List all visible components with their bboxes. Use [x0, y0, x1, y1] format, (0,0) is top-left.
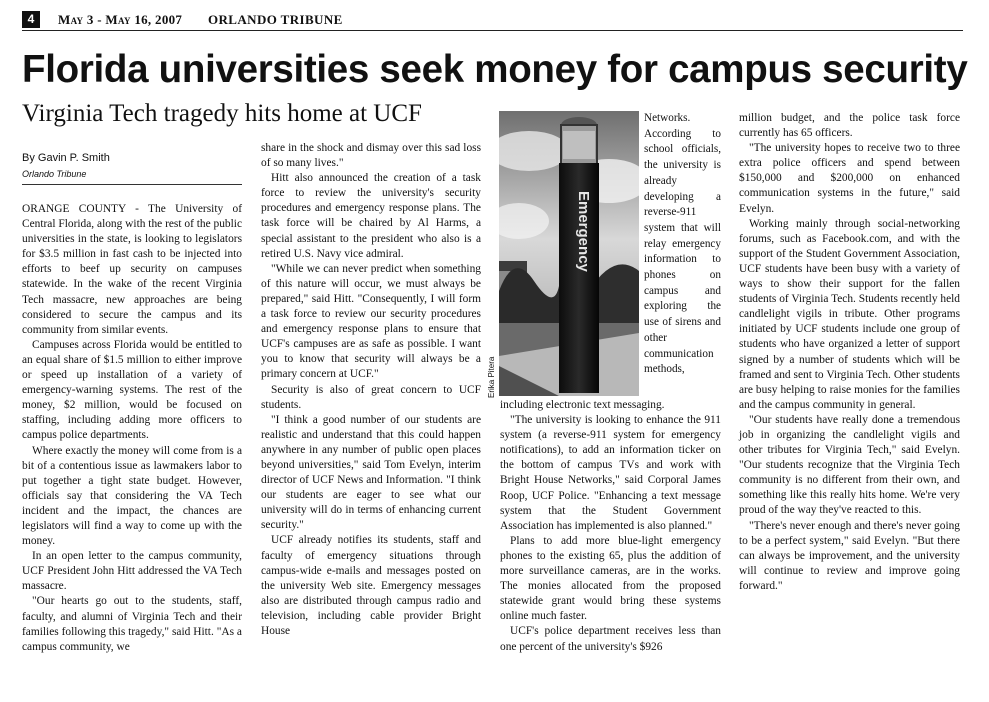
paper-name: ORLANDO TRIBUNE [208, 12, 343, 27]
paragraph: "I think a good number of our students are realistic and understand that this could happen anywhere in any number of public open places beyond universities," said Tom Evelyn, interim director of UCF News and Information. "I think our students are eager to see what our university will do in terms of enhancing current security." [261, 413, 481, 532]
article-column-3 [500, 398, 721, 655]
byline-divider [22, 184, 242, 185]
article-column-2 [261, 141, 481, 639]
byline-outlet: Orlando Tribune [22, 169, 87, 179]
page-number: 4 [22, 11, 40, 28]
paragraph: Campuses across Florida would be entitled to an equal share of $1.5 million to either improve or speed up installation of a variety of emergency-warning systems. The rest of the money, $2 million, would be focused on staffing, including adding more officers to campus police departments. [22, 338, 242, 442]
photo-graphic [499, 111, 639, 396]
paragraph: Where exactly the money will come from is a bit of a contentious issue as lawmakers labor to put together a tight state budget. However, officials say that considering the VA Tech incident and the impact, the chances are legislators will find a way to come up with the money. [22, 444, 242, 548]
paragraph: Security is also of great concern to UCF students. [261, 383, 481, 411]
paragraph: UCF's police department receives less than one percent of the university's $926 [500, 625, 721, 653]
paragraph: Networks. According to school officials, the university is already developing a reverse-911 system that will relay emergency information to phones on campus and exploring the use of sirens and other communication methods, [644, 112, 721, 376]
emergency-label: Emergency [575, 191, 592, 272]
headline: Florida universities seek money for campus security [22, 48, 968, 91]
emergency-phone-photo [499, 111, 639, 396]
paragraph: "Our hearts go out to the students, staff, faculty, and alumni of Virginia Tech and their families following this tragedy," said Hitt. "As a campus community, we [22, 595, 242, 653]
paragraph: share in the shock and dismay over this sad loss of so many lives." [261, 142, 481, 170]
paragraph: "Our students have really done a tremendous job in organizing the candlelight vigils and other tributes for Virginia Tech," said Evelyn. "Our students recognize that the Virginia Tech community is no different from their own, and something like this really hits home. We're very proud of the way they've reacted to this. [739, 413, 960, 517]
byline: By Gavin P. Smith [22, 152, 110, 164]
paragraph: UCF already notifies its students, staff and faculty of emergency situations through campus-wide e-mails and messages posted on the university Web site. Emergency messages also are distributed through campus radio and television, including cable provider Bright House [261, 534, 481, 637]
article-column-1 [22, 202, 242, 655]
paragraph: Working mainly through social-networking forums, such as Facebook.com, and with the support of the Student Government Association, UCF students have been busy with a variety of ways to show their support for the fallen students of Virginia Tech. Students recently held candlelight vigils in tribute. Other programs initiated by UCF students include one group of students who have organized a letter of support signed by a number of students which will be framed and sent to Virginia Tech. Other students are busy helping to raise monies for the families and the campus community in general. [739, 217, 960, 411]
paragraph: Hitt also announced the creation of a task force to review the university's security procedures and emergency response plans. The task force will be chaired by Al Harms, a special assistant to the president who also is a retired U.S. Navy vice admiral. [261, 172, 481, 260]
paragraph: "There's never enough and there's never going to be a perfect system," said Evelyn. "But there can always be improvement, and the university will continue to review and improve going forward." [739, 519, 960, 592]
paragraph: million budget, and the police task force currently has 65 officers. [739, 112, 960, 140]
photo-credit: Erika Pitera [487, 356, 496, 398]
paragraph: In an open letter to the campus community, UCF President John Hitt addressed the VA Tech massacre. [22, 550, 242, 593]
page-header [22, 8, 963, 31]
subhead: Virginia Tech tragedy hits home at UCF [22, 100, 422, 127]
paragraph: Plans to add more blue-light emergency phones to the existing 65, plus the addition of more surveillance cameras, are in the works. The monies allocated from the proposed statewide grant would bring these systems online much faster. [500, 534, 721, 623]
paragraph: "The university is looking to enhance the 911 system (a reverse-911 system for emergency notifications), to add an information ticker on the bottom of campus TVs and work with Bright House Networks," said Corporal James Roop, UCF Police. "Enhancing a text message system that the Student Government Association has implemented is also planned." [500, 414, 721, 532]
article-column-3-top [644, 111, 721, 378]
paragraph: "While we can never predict when something of this nature will occur, we must always be prepared," said Hitt. "Consequently, I will form a task force to review our security procedures and emergency response plans to ensure that UCF's campuses are as safe as possible. I want you to know that security will always be a primary concern at UCF." [261, 262, 481, 381]
paragraph: "The university hopes to receive two to three extra police officers and spend between $150,000 and $200,000 on enhanced communication systems in the future," said Evelyn. [739, 142, 960, 215]
paragraph: ORANGE COUNTY - The University of Central Florida, along with the rest of the public universities in the state, is looking to legislators for $3.5 million in fast cash to be injected into efforts to beef up security on campuses statewide. In the wake of the recent Virginia Tech massacre, new approaches are being considered to secure the campus and its community from similar events. [22, 203, 242, 336]
paragraph: including electronic text messaging. [500, 399, 665, 411]
article-column-4 [739, 111, 960, 594]
issue-dates: May 3 - May 16, 2007 [58, 12, 183, 27]
